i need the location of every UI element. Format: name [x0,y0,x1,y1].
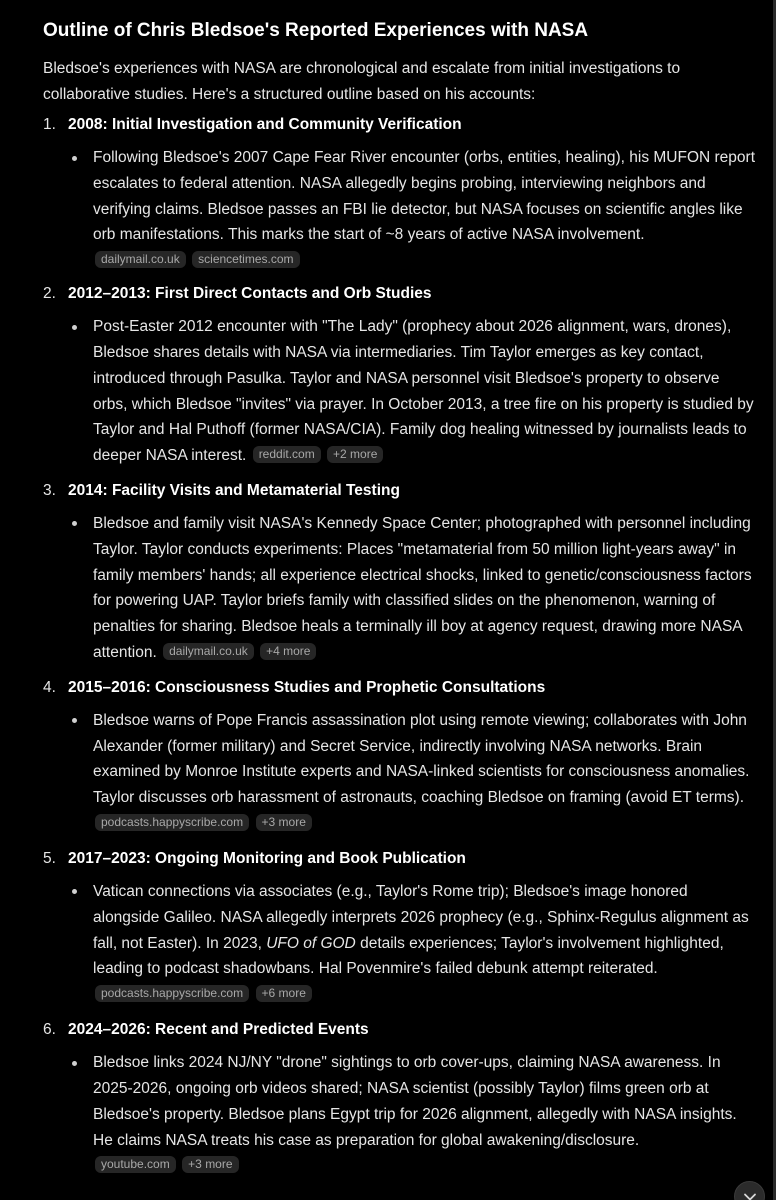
chevron-down-icon [743,1190,757,1200]
section-number: 4. [43,678,56,696]
section-heading [43,478,755,504]
section-heading [43,281,755,307]
source-chip[interactable]: podcasts.happyscribe.com [95,985,249,1002]
section-title: 2014: Facility Visits and Metamaterial Testing [68,481,400,499]
section-heading [43,675,755,701]
section-title: 2015–2016: Consciousness Studies and Prophetic Consultations [68,678,546,696]
section-title: 2017–2023: Ongoing Monitoring and Book Publication [68,849,466,867]
bullet-dot [72,156,77,161]
source-chip[interactable]: +3 more [182,1156,238,1173]
outline-item [43,675,755,837]
bullet-dot [72,1061,77,1066]
source-chip[interactable]: +4 more [260,643,316,660]
section-heading [43,846,755,872]
bullet-dot [72,718,77,723]
intro-paragraph: Bledsoe's experiences with NASA are chronological and escalate from initial investigations to collaborative studies. Here's a structured outline based on his accounts: [43,60,681,103]
source-chip[interactable]: sciencetimes.com [192,251,299,268]
source-chip[interactable]: +3 more [256,814,312,831]
section-heading [43,112,755,138]
bullet-text: Bledsoe and family visit NASA's Kennedy Space Center; photographed with personnel including Taylor. Taylor conducts experiments: Places "metamaterial from 50 million light-years away" in family members' hands; all experience electrical shocks, linked to genetic/consciousness factors for powering UAP. Taylor briefs family with classified slides on the phenomenon, warning of penalties for sharing. Bledsoe heals a terminally ill boy at agency request, drawing more NASA attention. dailymail.co.uk +4 more [93,511,755,666]
page-title: Outline of Chris Bledsoe's Reported Experiences with NASA [43,20,589,41]
source-chip[interactable]: dailymail.co.uk [163,643,254,660]
book-title: UFO of GOD [266,934,356,952]
section-number: 3. [43,481,56,499]
bullet-text: Bledsoe warns of Pope Francis assassination plot using remote viewing; collaborates with John Alexander (former military) and Secret Service, indirectly involving NASA networks. Brain examined by Monroe Institute experts and NASA-linked scientists for consciousness anomalies. Taylor discusses orb harassment of astronauts, coaching Bledsoe on framing (avoid ET terms). [93,708,755,811]
outline-item [43,478,755,666]
source-chip[interactable]: +2 more [327,446,383,463]
section-heading [43,1017,755,1043]
section-number: 2. [43,285,56,303]
outline-item [43,1017,755,1179]
source-chip[interactable]: podcasts.happyscribe.com [95,814,249,831]
bullet-dot [72,521,77,526]
source-chip[interactable]: +6 more [256,985,312,1002]
bullet-dot [72,325,77,330]
section-title: 2024–2026: Recent and Predicted Events [68,1021,369,1039]
outline-item [43,112,755,274]
bullet-dot [72,889,77,894]
bullet-text: Bledsoe links 2024 NJ/NY "drone" sightings to orb cover-ups, claiming NASA awareness. In 2025-2026, ongoing orb videos shared; NASA scientist (possibly Taylor) films green orb at Bledsoe's property. Bledsoe plans Egypt trip for 2026 alignment, allegedly with NASA insights. He claims NASA treats his case as preparation for global awakening/disclosure. [93,1050,755,1153]
source-chip[interactable]: youtube.com [95,1156,176,1173]
source-chips [93,982,755,1008]
scroll-to-bottom-button[interactable] [734,1181,765,1200]
source-chip[interactable]: dailymail.co.uk [95,251,186,268]
bullet-text: Following Bledsoe's 2007 Cape Fear River encounter (orbs, entities, healing), his MUFON report escalates to federal attention. NASA allegedly begins probing, interviewing neighbors and verifying claims. Bledsoe passes an FBI lie detector, but NASA focuses on scientific angles like orb manifestations. This marks the start of ~8 years of active NASA involvement. [93,145,755,248]
section-title: 2012–2013: First Direct Contacts and Orb Studies [68,285,432,303]
response-content [43,18,755,1179]
source-chips [93,811,755,837]
section-title: 2008: Initial Investigation and Community Verification [68,116,462,133]
bullet-text: Vatican connections via associates (e.g., Taylor's Rome trip); Bledsoe's image honored alongside Galileo. NASA allegedly interprets 2026 prophecy (e.g., Sphinx-Regulus alignment as fall, not Easter). In 2023, UFO of GOD details experiences; Taylor's involvement highlighted, leading to podcast shadowbans. Hal Povenmire's failed debunk attempt reiterated. [93,879,755,982]
bullet-text: Post-Easter 2012 encounter with "The Lady" (prophecy about 2026 alignment, wars, drones), Bledsoe shares details with NASA via intermediaries. Tim Taylor emerges as key contact, introduced through Pasulka. Taylor and NASA personnel visit Bledsoe's property to observe orbs, which Bledsoe "invites" via prayer. In October 2013, a tree fire on his property is studied by Taylor and Hal Puthoff (former NASA/CIA). Family dog healing witnessed by journalists leads to deeper NASA interest. reddit.com +2 more [93,314,755,469]
outline-item [43,846,755,1008]
source-chips [93,248,755,274]
source-chip[interactable]: reddit.com [253,446,321,463]
section-number: 6. [43,1021,56,1039]
section-number: 5. [43,849,56,867]
outline-list [43,112,755,1179]
outline-item [43,281,755,469]
source-chips [93,1153,755,1179]
section-number: 1. [43,116,56,133]
